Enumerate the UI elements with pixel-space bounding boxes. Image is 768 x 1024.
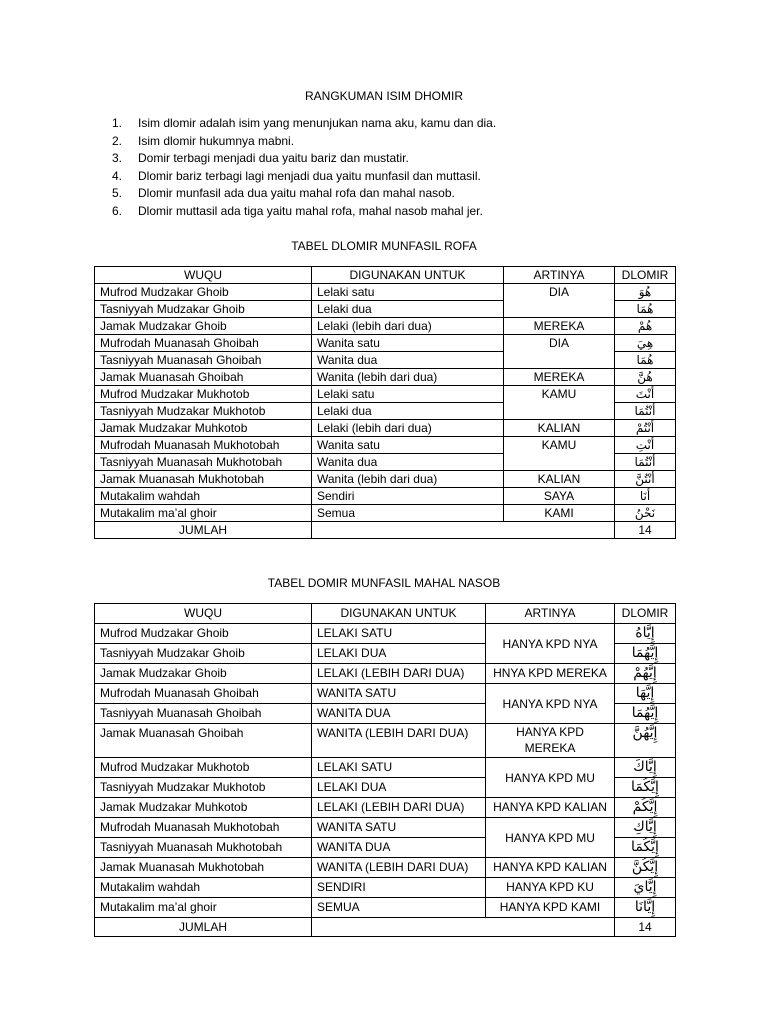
table-row: Mufrodah Muanasah Ghoibah WANITA SATU HANYA KPD NYA إِيَّهَا bbox=[95, 684, 676, 704]
dlomir-cell: إِيَّانَا bbox=[615, 898, 676, 918]
dlomir-cell: أَنَا bbox=[615, 488, 676, 505]
dlomir-cell: إِيَّكُمَا bbox=[615, 838, 676, 858]
artinya-cell: HANYA KPD KAMI bbox=[486, 898, 615, 918]
table-domir-munfasil-mahal-nasob bbox=[94, 603, 676, 937]
dlomir-cell: أَنْتُمَا bbox=[615, 454, 676, 471]
dlomir-cell: إِيَّاهُ bbox=[615, 624, 676, 644]
table-row: Jamak Mudzakar Ghoib Lelaki (lebih dari dua) MEREKA هُمْ bbox=[95, 318, 676, 335]
dlomir-cell: أَنْتُمَا bbox=[615, 403, 676, 420]
dlomir-cell: إِيَّهُمْ bbox=[615, 664, 676, 684]
artinya-cell: SAYA bbox=[504, 488, 615, 505]
table-row: Mufrodah Muanasah Mukhotobah Wanita satu KAMU أَنْتِ bbox=[95, 437, 676, 454]
list-item: 5. Dlomir munfasil ada dua yaitu mahal rofa dan mahal nasob. bbox=[112, 186, 455, 200]
dlomir-cell: نَحْنُ bbox=[615, 505, 676, 522]
artinya-cell: KAMI bbox=[504, 505, 615, 522]
artinya-cell: HANYA KPD NYA bbox=[486, 624, 615, 664]
dlomir-cell: هُمَا bbox=[615, 301, 676, 318]
total-label: JUMLAH bbox=[95, 918, 312, 937]
table-row: Tasniyyah Mudzakar Mukhotob LELAKI DUA إِيَّكُمَا bbox=[95, 778, 676, 798]
dlomir-cell: أَنْتُنَّ bbox=[615, 471, 676, 488]
table-row: Tasniyyah Muanasah Ghoibah WANITA DUA إِيَّهُمَا bbox=[95, 704, 676, 724]
table-row: Mutakalim ma’al ghoir Semua KAMI نَحْنُ bbox=[95, 505, 676, 522]
header-artinya: ARTINYA bbox=[486, 604, 615, 624]
table-row: Mufrod Mudzakar Ghoib LELAKI SATU HANYA KPD NYA إِيَّاهُ bbox=[95, 624, 676, 644]
list-item: 3. Domir terbagi menjadi dua yaitu bariz dan mustatir. bbox=[112, 151, 409, 165]
header-wuqu: WUQU bbox=[95, 604, 312, 624]
table-row: Mufrodah Muanasah Ghoibah Wanita satu DIA هِيَ bbox=[95, 335, 676, 352]
table-row: Mufrodah Muanasah Mukhotobah WANITA SATU HANYA KPD MU إِيَّاكِ bbox=[95, 818, 676, 838]
dlomir-cell: أَنْتَ bbox=[615, 386, 676, 403]
dlomir-cell: إِيَّهَا bbox=[615, 684, 676, 704]
list-item: 2. Isim dlomir hukumnya mabni. bbox=[112, 133, 295, 148]
table-row: Jamak Muanasah Ghoibah Wanita (lebih dari dua) MEREKA هُنَّ bbox=[95, 369, 676, 386]
table-header-row bbox=[95, 267, 676, 284]
header-digunakan-untuk: DIGUNAKAN UNTUK bbox=[312, 267, 504, 284]
table-row: Tasniyyah Muanasah Ghoibah Wanita dua هُمَا bbox=[95, 352, 676, 369]
list-item: 6. Dlomir muttasil ada tiga yaitu mahal rofa, mahal nasob mahal jer. bbox=[112, 203, 483, 218]
header-digunakan-untuk: DIGUNAKAN UNTUK bbox=[312, 604, 486, 624]
dlomir-cell: إِيَّاكِ bbox=[615, 818, 676, 838]
list-item: 1. Isim dlomir adalah isim yang menunjukan nama aku, kamu dan dia. bbox=[112, 116, 497, 130]
dlomir-cell: هُوَ bbox=[615, 284, 676, 301]
table-row: Mutakalim wahdah SENDIRI HANYA KPD KU إِيَّايَ bbox=[95, 878, 676, 898]
dlomir-cell: هُمْ bbox=[615, 318, 676, 335]
artinya-cell: KALIAN bbox=[504, 420, 615, 437]
header-artinya: ARTINYA bbox=[504, 267, 615, 284]
dlomir-cell: أَنْتُمْ bbox=[615, 420, 676, 437]
list-item: 4. Dlomir bariz terbagi lagi menjadi dua yaitu munfasil dan muttasil. bbox=[112, 168, 481, 183]
table-row: Jamak Muanasah Ghoibah WANITA (LEBIH DARI DUA) HANYA KPD MEREKA إِيَّهُنَّ bbox=[95, 724, 676, 758]
header-dlomir: DLOMIR bbox=[615, 267, 676, 284]
table-row: Jamak Muanasah Mukhotobah Wanita (lebih dari dua) KALIAN أَنْتُنَّ bbox=[95, 471, 676, 488]
dlomir-cell: إِيَّايَ bbox=[615, 878, 676, 898]
artinya-cell: HNYA KPD MEREKA bbox=[486, 664, 615, 684]
table-row: Jamak Mudzakar Ghoib LELAKI (LEBIH DARI DUA) HNYA KPD MEREKA إِيَّهُمْ bbox=[95, 664, 676, 684]
table-row: Tasniyyah Mudzakar Ghoib LELAKI DUA إِيَّهُمَا bbox=[95, 644, 676, 664]
dlomir-cell: إِيَّكُمْ bbox=[615, 798, 676, 818]
artinya-cell: HANYA KPD NYA bbox=[486, 684, 615, 724]
total-label: JUMLAH bbox=[95, 522, 312, 539]
table-row: Jamak Muanasah Mukhotobah WANITA (LEBIH DARI DUA) HANYA KPD KALIAN إِيَّكُنَّ bbox=[95, 858, 676, 878]
summary-list bbox=[112, 115, 496, 220]
table-row: Tasniyyah Mudzakar Mukhotob Lelaki dua أَنْتُمَا bbox=[95, 403, 676, 420]
dlomir-cell: أَنْتِ bbox=[615, 437, 676, 454]
artinya-cell: KAMU bbox=[504, 437, 615, 471]
page-title: RANGKUMAN ISIM DHOMIR bbox=[304, 89, 463, 103]
table-row: Mutakalim wahdah Sendiri SAYA أَنَا bbox=[95, 488, 676, 505]
table-header-row bbox=[95, 604, 676, 624]
dlomir-cell: هُنَّ bbox=[615, 369, 676, 386]
total-row bbox=[95, 522, 676, 539]
table-row: Tasniyyah Muanasah Mukhotobah WANITA DUA إِيَّكُمَا bbox=[95, 838, 676, 858]
table-row: Jamak Mudzakar Muhkotob Lelaki (lebih dari dua) KALIAN أَنْتُمْ bbox=[95, 420, 676, 437]
table-row: Mutakalim ma’al ghoir SEMUA HANYA KPD KAMI إِيَّانَا bbox=[95, 898, 676, 918]
table-1-title: TABEL DLOMIR MUNFASIL ROFA bbox=[291, 239, 477, 253]
dlomir-cell: إِيَّكُنَّ bbox=[615, 858, 676, 878]
artinya-cell: MEREKA bbox=[504, 318, 615, 335]
artinya-cell: HANYA KPD KALIAN bbox=[486, 798, 615, 818]
artinya-cell: HANYA KPD MU bbox=[486, 758, 615, 798]
table-row: Mufrod Mudzakar Mukhotob LELAKI SATU HANYA KPD MU إِيَّاكَ bbox=[95, 758, 676, 778]
table-dlomir-munfasil-rofa bbox=[94, 266, 676, 539]
table-2-title: TABEL DOMIR MUNFASIL MAHAL NASOB bbox=[267, 576, 501, 590]
artinya-cell: DIA bbox=[504, 284, 615, 318]
artinya-cell: HANYA KPD MEREKA bbox=[486, 724, 615, 758]
dlomir-cell: إِيَّهُمَا bbox=[615, 644, 676, 664]
artinya-cell: KAMU bbox=[504, 386, 615, 420]
table-row: Jamak Mudzakar Muhkotob LELAKI (LEBIH DARI DUA) HANYA KPD KALIAN إِيَّكُمْ bbox=[95, 798, 676, 818]
table-row: Tasniyyah Mudzakar Ghoib Lelaki dua هُمَا bbox=[95, 301, 676, 318]
artinya-cell: DIA bbox=[504, 335, 615, 369]
total-row bbox=[95, 918, 676, 937]
dlomir-cell: إِيَّكُمَا bbox=[615, 778, 676, 798]
total-value: 14 bbox=[615, 918, 676, 937]
artinya-cell: HANYA KPD KALIAN bbox=[486, 858, 615, 878]
header-dlomir: DLOMIR bbox=[615, 604, 676, 624]
artinya-cell: KALIAN bbox=[504, 471, 615, 488]
dlomir-cell: إِيَّهُمَا bbox=[615, 704, 676, 724]
header-wuqu: WUQU bbox=[95, 267, 312, 284]
artinya-cell: HANYA KPD MU bbox=[486, 818, 615, 858]
table-row: Tasniyyah Muanasah Mukhotobah Wanita dua أَنْتُمَا bbox=[95, 454, 676, 471]
total-value: 14 bbox=[615, 522, 676, 539]
dlomir-cell: إِيَّهُنَّ bbox=[615, 724, 676, 758]
dlomir-cell: هِيَ bbox=[615, 335, 676, 352]
dlomir-cell: هُمَا bbox=[615, 352, 676, 369]
table-row: Mufrod Mudzakar Mukhotob Lelaki satu KAMU أَنْتَ bbox=[95, 386, 676, 403]
artinya-cell: HANYA KPD KU bbox=[486, 878, 615, 898]
table-row: Mufrod Mudzakar Ghoib Lelaki satu DIA هُوَ bbox=[95, 284, 676, 301]
artinya-cell: MEREKA bbox=[504, 369, 615, 386]
dlomir-cell: إِيَّاكَ bbox=[615, 758, 676, 778]
